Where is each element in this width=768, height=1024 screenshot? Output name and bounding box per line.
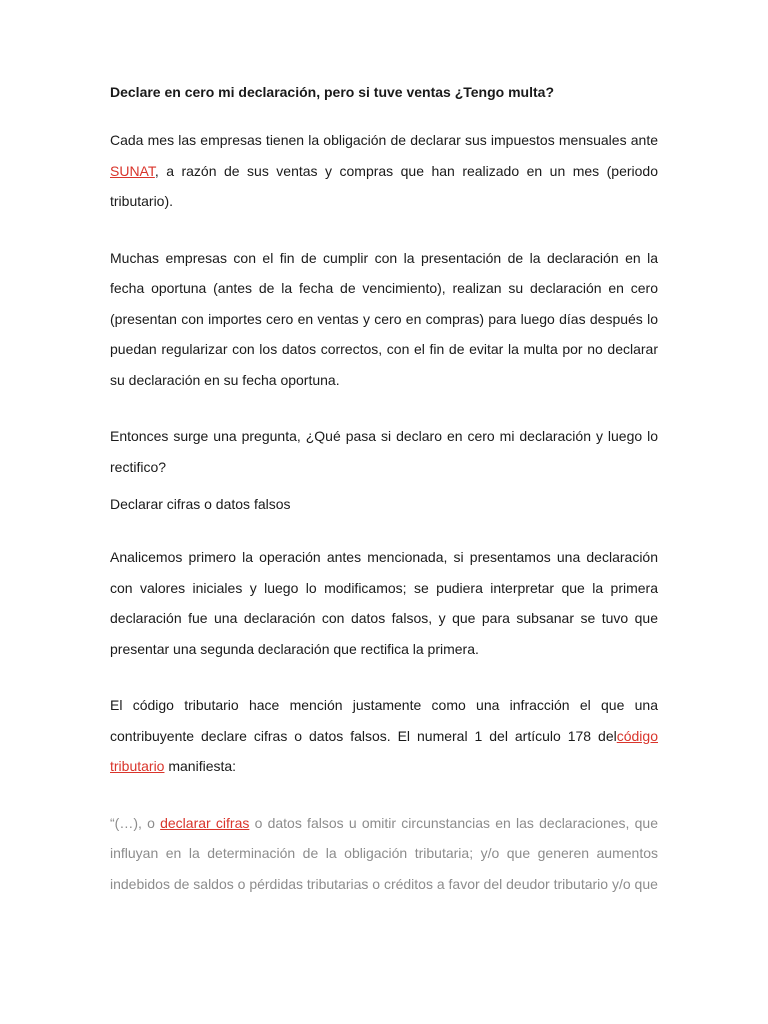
quote-text: “(…), o [110,814,161,831]
paragraph-question: Entonces surge una pregunta, ¿Qué pasa si declaro en cero mi declaración y luego lo rectifico? [110,428,658,475]
paragraph-analysis: Analicemos primero la operación antes mencionada, si presentamos una declaración con valores iniciales y luego lo modificamos; se pudiera interpretar que la primera declaración fue una declaración con datos falsos, y que para subsanar se tuvo que presentar una segunda declaración que rectifica la primera. [110,549,658,657]
declarar-cifras-link[interactable]: declarar cifras [160,814,250,831]
document-page [110,80,658,899]
paragraph-text: Cada mes las empresas tienen la obligación de declarar sus impuestos mensuales ante [110,132,658,148]
legal-quote [110,808,658,900]
section-subheading: Declarar cifras o datos falsos [110,496,291,512]
paragraph-zero-declaration: Muchas empresas con el fin de cumplir con la presentación de la declaración en la fecha oportuna (antes de la fecha de vencimiento), realizan su declaración en cero (presentan con importes cero en ventas y cero en compras) para luego días después lo puedan regularizar con los datos correctos, con el fin de evitar la multa por no declarar su declaración en su fecha oportuna. [110,249,658,388]
paragraph-text: , a razón de sus ventas y compras que han realizado en un mes (periodo tributario). [110,162,658,209]
codigo-tributario-link[interactable]: código tributario [110,727,658,774]
document-title: Declare en cero mi declaración, pero si tuve ventas ¿Tengo multa? [110,84,554,100]
paragraph-text: El código tributario hace mención justamente como una infracción el que una contribuyente declare cifras o datos falsos. El numeral 1 del artículo 178 del [110,697,658,744]
paragraph-tax-code [110,690,658,782]
paragraph-text: manifiesta: [164,758,237,774]
sunat-link[interactable]: SUNAT [110,162,155,179]
paragraph-sunat-obligation [110,125,658,217]
quote-text: o datos falsos u omitir circunstancias en las declaraciones, que influyan en la determinación de la obligación tributaria; y/o que generen aumentos indebidos de saldos o pérdidas tributarias o créditos a favor del deudor tributario y/o que [110,814,658,892]
